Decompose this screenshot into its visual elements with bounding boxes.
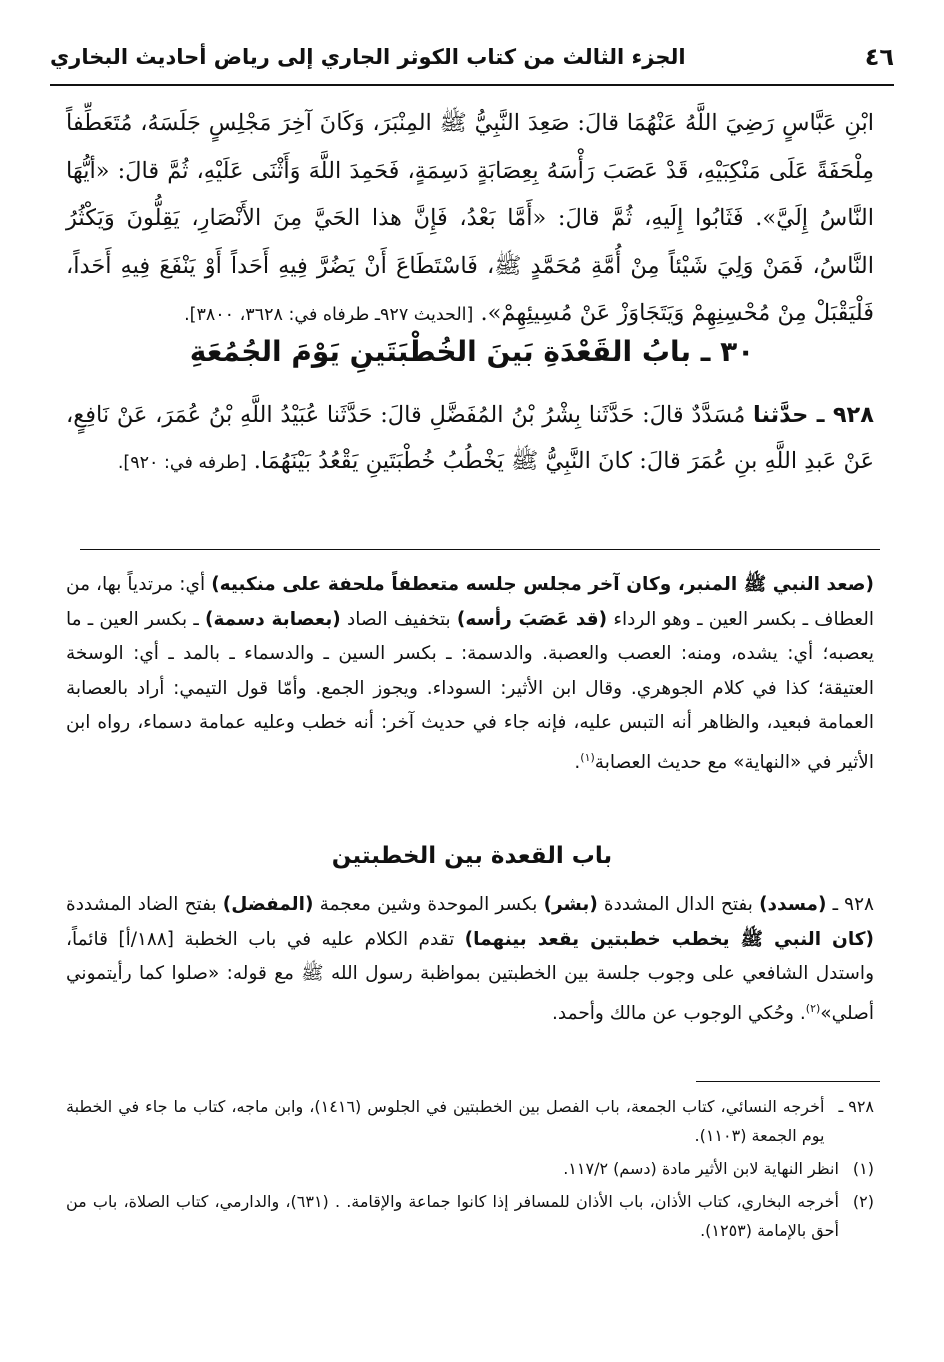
footnote-mark: (٢) — [852, 1192, 874, 1211]
commentary-lemma: (مسدد) — [759, 894, 827, 915]
hadith-928-reference: [طرفه في: ٩٢٠]. — [117, 453, 247, 473]
hadith-927-body: ابْنِ عَبَّاسٍ رَضِيَ اللَّهُ عَنْهُمَا قالَ: صَعِدَ النَّبِيُّ ﷺ المِنْبَرَ، وَكَانَ آخِرَ مَجْلِسٍ جَلَسَهُ، مُتَعَطِّفاً مِلْحَفَةً عَلَى مَنْكِبَيْهِ، قَدْ عَصَبَ رَأْسَهُ بِعِصَابَةٍ دَسِمَةٍ، فَحَمِدَ اللَّهَ وَأَثْنَى عَلَيْهِ، ثُمَّ قالَ: «أيُّهَا النَّاسُ إِلَيَّ». فَثَابُوا إِلَيهِ، ثُمَّ قالَ: «أَمَّا بَعْدُ، فَإِنَّ هذا الحَيَّ مِنَ الأَنْصَارِ، يَقِلُّونَ وَيَكْثُرُ النَّاسُ، فَمَنْ وَلِيَ شَيْئاً مِنْ أُمَّةِ مُحَمَّدٍ ﷺ، فَاسْتَطَاعَ أَنْ يَضُرَّ فِيهِ أَحَداً أَوْ يَنْفَعَ فِيهِ أَحَداً، فَلْيَقْبَلْ مِنْ مُحْسِنِهِمْ وَيَتَجَاوَزْ عَنْ مُسِيئِهِمْ». — [66, 110, 874, 326]
commentary-chapter-title: باب القعدة بين الخطبتين — [331, 843, 613, 869]
running-title: الجزء الثالث من كتاب الكوثر الجاري إلى رياض أحاديث البخاري — [50, 45, 686, 69]
hadith-927-text — [66, 100, 874, 340]
footnote-text: أخرجه النسائي، كتاب الجمعة، باب الفصل بين الخطبتين في الجلوس (١٤١٦)، وابن ماجه، كتاب ما جاء في الخطبة يوم الجمعة (١١٠٣). — [66, 1097, 825, 1145]
commentary-text: بفتح الضاد المشددة — [66, 894, 217, 915]
commentary-text: ـ بكسر العين ـ ما يعصبه؛ أي: يشده، ومنه: العصب والعصبة. والدسمة: ـ بكسر السين ـ والدسماء ـ بالمد ـ أي: الوسخة العتيقة؛ كذا في كلام الجوهري. وقال ابن الأثير: السوداء. ويجوز الجمع. وأمّا قول التيمي: أراد بالعصابة العمامة فبعيد، والظاهر أنه التبس عليه، فإنه جاء في حديث آخر: أنه خطب وعليه عمامة دسماء، رواه ابن الأثير في «النهاية» مع حديث العصابة — [66, 608, 874, 773]
commentary-927 — [66, 568, 874, 780]
commentary-lemma: (بشر) — [543, 894, 598, 915]
commentary-text: . — [574, 751, 581, 773]
hadith-928-body: مُسَدَّدٌ قالَ: حَدَّثَنا بِشْرُ بْنُ المُفَضَّلِ قالَ: حَدَّثَنا عُبَيْدُ اللَّهِ بْنُ عُمَرَ، عَنْ نَافِعٍ، عَنْ عَبدِ اللَّهِ بنِ عُمَرَ قالَ: كانَ النَّبِيُّ ﷺ يَخْطُبُ خُطْبَتَينِ يَقْعُدُ بَيْنَهُمَا. — [66, 402, 874, 474]
text-commentary-separator — [80, 549, 880, 550]
commentary-text: أي: مرتدياً بها، من العطاف ـ بكسر العين ـ وهو الرداء — [66, 574, 874, 630]
footnote-marker[interactable]: (٢) — [805, 1001, 821, 1015]
footnote-item — [66, 1187, 874, 1245]
hadith-927-reference: [الحديث ٩٢٧ـ طرفاه في: ٣٦٢٨، ٣٨٠٠]. — [184, 305, 474, 325]
commentary-text: تقدم الكلام عليه في باب الخطبة [١٨٨/أ] قائماً، واستدل الشافعي على وجوب جلسة بين الخطبتين بمواظبة رسول الله ﷺ مع قوله: «صلوا كما رأيتموني أصلي» — [66, 928, 874, 1024]
page-number: ٤٦ — [864, 43, 894, 71]
chapter-title: ٣٠ ـ بابُ القَعْدَةِ بَينَ الخُطْبَتَينِ يَوْمَ الجُمُعَةِ — [189, 335, 755, 368]
footnote-mark: (١) — [852, 1159, 874, 1178]
commentary-text: بتخفيف الصاد — [346, 608, 451, 630]
hadith-928-number: ٩٢٨ ـ حدَّثنا — [753, 402, 875, 428]
footnote-mark: ٩٢٨ ـ — [838, 1097, 874, 1116]
commentary-lemma: (كان النبي ﷺ يخطب خطبتين يقعد بينهما) — [464, 928, 874, 950]
footnote-rule — [696, 1081, 880, 1082]
page-header — [50, 32, 894, 82]
footnote-text: أخرجه البخاري، كتاب الأذان، باب الأذان للمسافر إذا كانوا جماعة والإقامة. . (٦٣١)، والدارمي، كتاب الصلاة، باب من أحق بالإمامة (١٢٥٣). — [66, 1192, 839, 1240]
commentary-lemma: (قد عَصَبَ رأسه) — [456, 608, 608, 630]
commentary-lemma: (صعد النبي ﷺ المنبر، وكان آخر مجلس جلسه متعطفاً ملحفة على منكبيه) — [211, 574, 874, 595]
commentary-number: ٩٢٨ ـ — [832, 894, 874, 915]
hadith-928-text — [66, 392, 874, 486]
commentary-text: . وحُكي الوجوب عن مالك وأحمد. — [552, 1002, 806, 1024]
footnote-item — [66, 1092, 874, 1150]
commentary-text: بكسر الموحدة وشين معجمة — [319, 894, 538, 915]
commentary-lemma: (المفضل) — [222, 894, 314, 915]
header-rule — [50, 84, 894, 86]
footnotes — [66, 1092, 874, 1249]
footnote-item — [66, 1154, 874, 1183]
commentary-text: بفتح الدال المشددة — [603, 894, 753, 915]
footnote-text: انظر النهاية لابن الأثير مادة (دسم) ١١٧/٢. — [563, 1159, 839, 1178]
commentary-lemma: (بعصابة دسمة) — [205, 608, 341, 630]
footnote-marker[interactable]: (١) — [580, 750, 595, 764]
commentary-928 — [66, 888, 874, 1031]
